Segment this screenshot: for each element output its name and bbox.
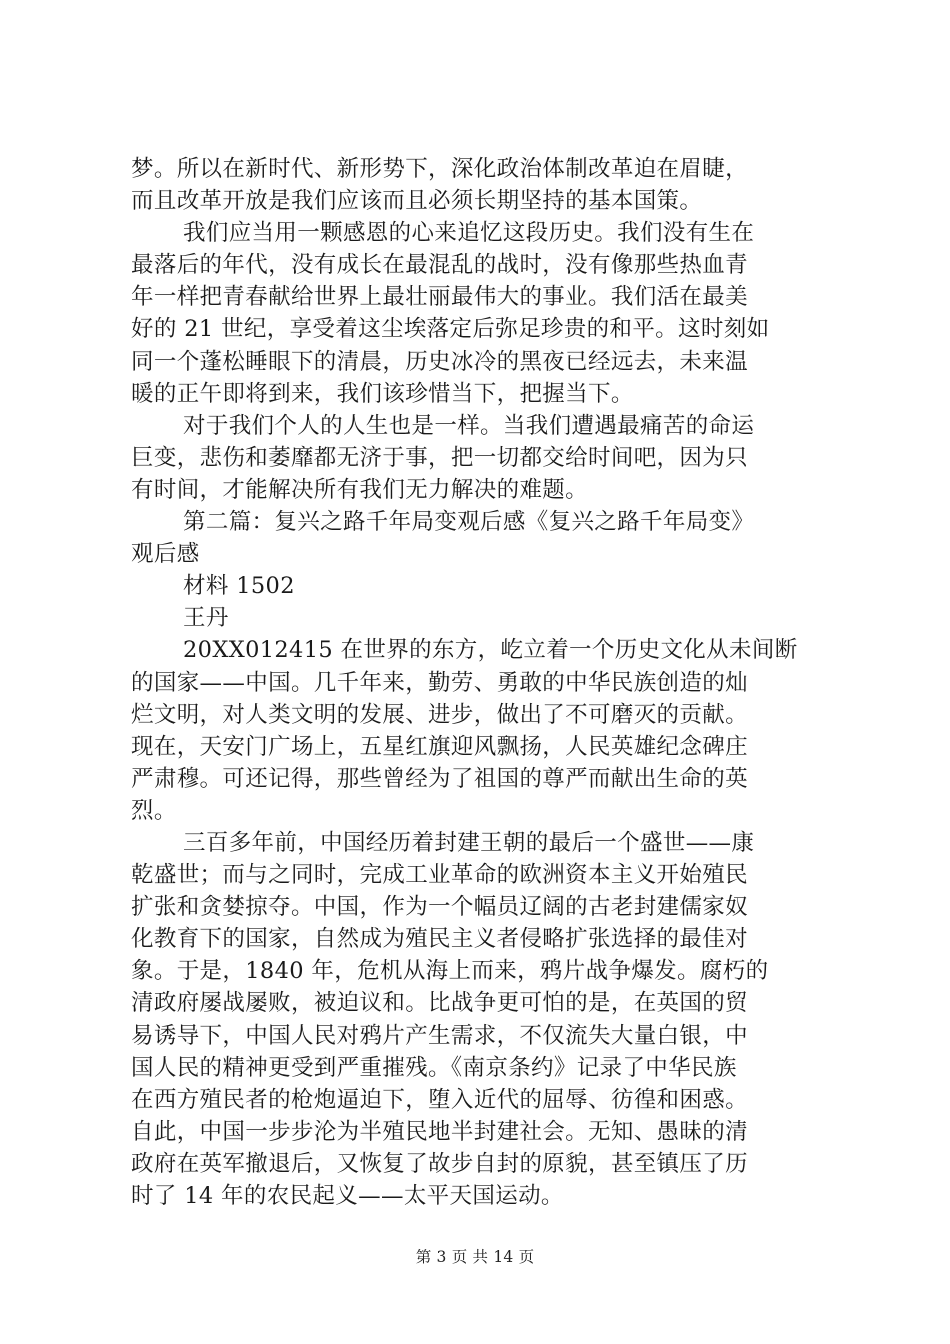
text-line: 三百多年前，中国经历着封建王朝的最后一个盛世——康: [183, 829, 755, 856]
text-line: 政府在英军撤退后，又恢复了故步自封的原貌，甚至镇压了历: [131, 1150, 748, 1177]
page-footer: [0, 1245, 950, 1267]
text-line: 自此，中国一步步沦为半殖民地半封建社会。无知、愚昧的清: [131, 1118, 748, 1145]
text-line: 20XX012415 在世界的东方，屹立着一个历史文化从未间断: [183, 637, 798, 664]
text-line: 乾盛世；而与之同时，完成工业革命的欧洲资本主义开始殖民: [131, 862, 748, 889]
text-line: 严肃穆。可还记得，那些曾经为了祖国的尊严而献出生命的英: [131, 765, 748, 792]
text-line: 烂文明，对人类文明的发展、进步，做出了不可磨灭的贡献。: [131, 701, 748, 728]
text-line: 现在，天安门广场上，五星红旗迎风飘扬，人民英雄纪念碑庄: [131, 733, 748, 760]
text-line: 最落后的年代，没有成长在最混乱的战时，没有像那些热血青: [131, 252, 748, 279]
page-number-label: 第 3 页 共 14 页: [415, 1248, 535, 1266]
text-line: 化教育下的国家，自然成为殖民主义者侵略扩张选择的最佳对: [131, 926, 748, 953]
text-line: 时了 14 年的农民起义——太平天国运动。: [131, 1183, 564, 1209]
text-line: 同一个蓬松睡眼下的清晨，历史冰冷的黑夜已经远去，未来温: [131, 348, 748, 375]
text-line: 易诱导下，中国人民对鸦片产生需求，不仅流失大量白银，中: [131, 1022, 748, 1049]
text-line: 巨变，悲伤和萎靡都无济于事，把一切都交给时间吧，因为只: [131, 444, 748, 471]
author-class: 材料 1502: [183, 573, 295, 600]
text-line: 梦。所以在新时代、新形势下，深化政治体制改革迫在眉睫，: [131, 156, 748, 182]
text-line: 在西方殖民者的枪炮逼迫下，堕入近代的屈辱、彷徨和困惑。: [131, 1086, 748, 1113]
text-line: 好的 21 世纪，享受着这尘埃落定后弥足珍贵的和平。这时刻如: [131, 316, 770, 343]
text-line: 国人民的精神更受到严重摧残。《南京条约》记录了中华民族: [131, 1054, 737, 1081]
text-line: 扩张和贪婪掠夺。中国，作为一个幅员辽阔的古老封建儒家奴: [131, 894, 748, 921]
text-line: 而且改革开放是我们应该而且必须长期坚持的基本国策。: [131, 188, 703, 215]
text-line: 我们应当用一颗感恩的心来追忆这段历史。我们没有生在: [183, 220, 755, 247]
text-line: 暖的正午即将到来，我们该珍惜当下，把握当下。: [131, 380, 634, 407]
text-line: 年一样把青春献给世界上最壮丽最伟大的事业。我们活在最美: [131, 284, 748, 311]
author-name: 王丹: [183, 605, 229, 632]
section-heading: 第二篇：复兴之路千年局变观后感《复兴之路千年局变》: [183, 509, 755, 536]
text-line: 象。于是，1840 年，危机从海上而来，鸦片战争爆发。腐朽的: [131, 958, 769, 985]
section-heading: 观后感: [131, 541, 200, 568]
text-line: 清政府屡战屡败，被迫议和。比战争更可怕的是，在英国的贸: [131, 990, 748, 1017]
text-line: 对于我们个人的人生也是一样。当我们遭遇最痛苦的命运: [183, 412, 755, 439]
text-line: 有时间，才能解决所有我们无力解决的难题。: [131, 476, 589, 503]
text-line: 烈。: [131, 797, 177, 824]
document-body: [131, 153, 831, 1212]
text-line: 的国家——中国。几千年来，勤劳、勇敢的中华民族创造的灿: [131, 669, 748, 696]
